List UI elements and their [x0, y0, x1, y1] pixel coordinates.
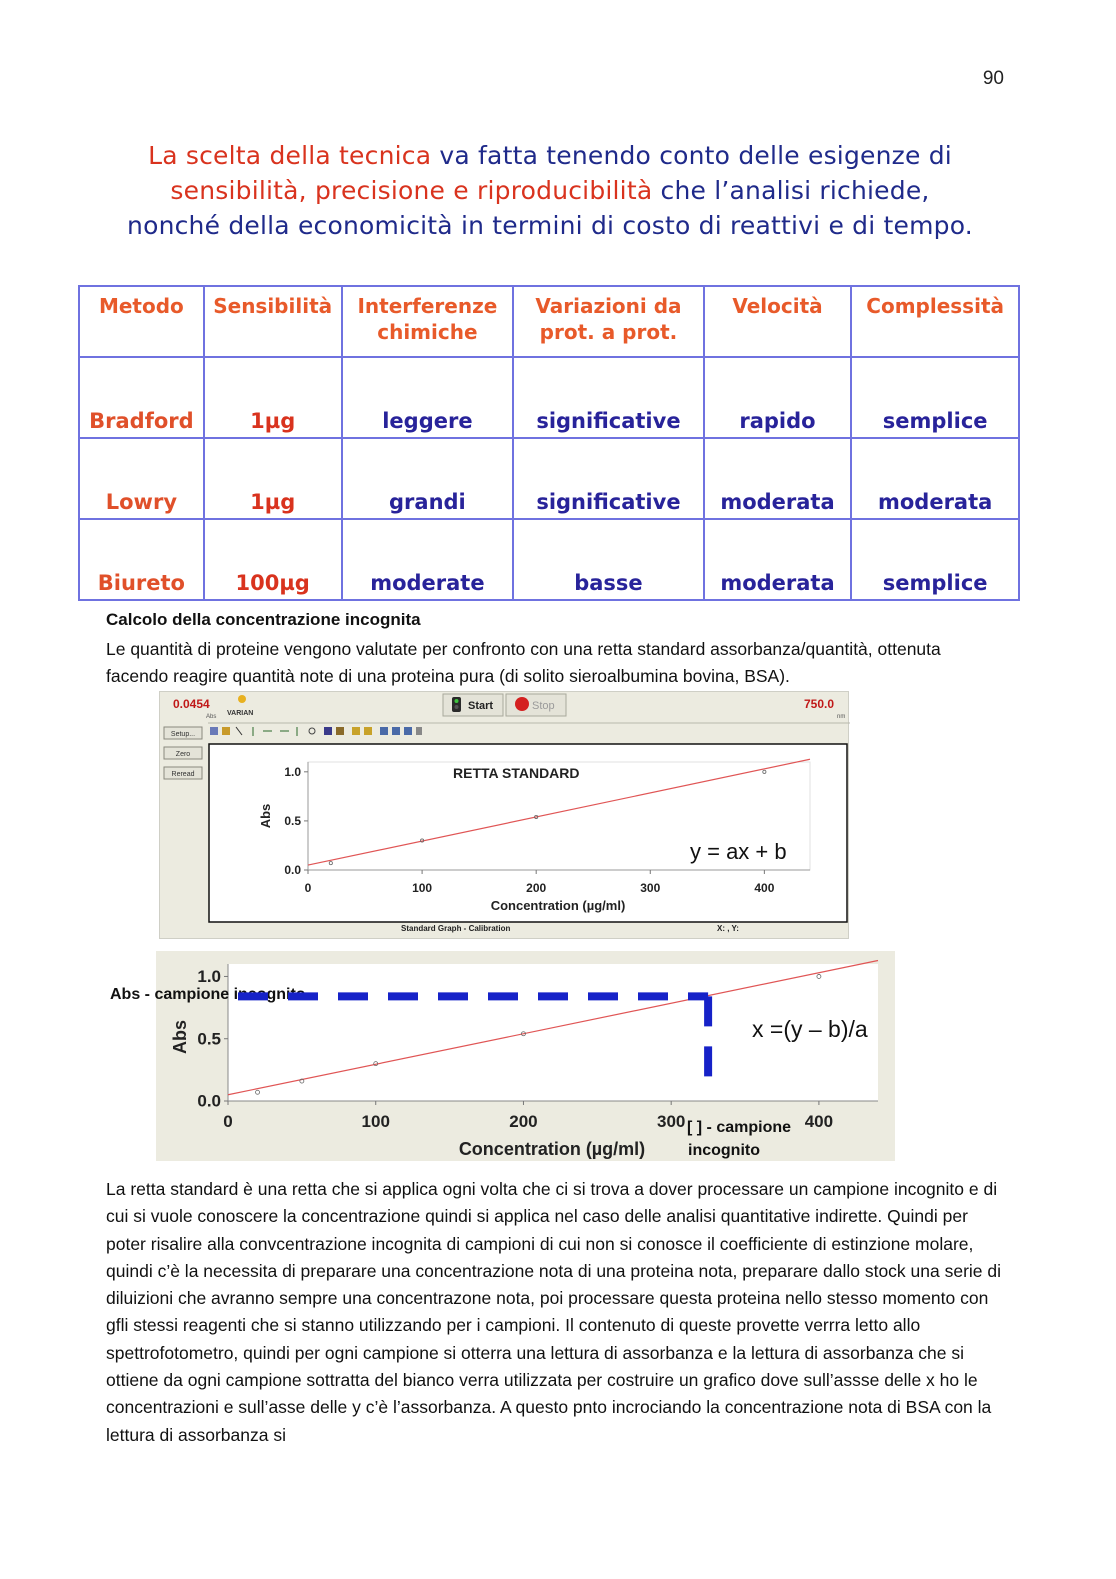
graph-toolbar: [210, 727, 422, 736]
tool-icon[interactable]: [324, 727, 332, 735]
table-row: [79, 519, 1019, 600]
paragraph-1: Le quantità di proteine vengono valutate per confronto con una retta standard assorbanza/quantità, ottenuta facendo reagire quantità note di una proteina pura (di solito sieroalbumina bovina, BSA).: [106, 639, 941, 686]
table-row: [79, 438, 1019, 519]
table-cell: moderata: [704, 438, 852, 519]
zoom-icon[interactable]: [309, 728, 315, 734]
table-cell: basse: [513, 519, 703, 600]
table-cell: 1µg: [204, 357, 342, 438]
table-cell-method: Biureto: [79, 519, 204, 600]
table-cell: semplice: [851, 357, 1019, 438]
abs-reading: 0.0454: [173, 697, 210, 711]
intro-line-1: [110, 138, 990, 173]
status-left: Standard Graph - Calibration: [401, 924, 511, 933]
tool-icon[interactable]: [404, 727, 412, 735]
x-tick-label: 0: [223, 1112, 233, 1131]
table-cell: significative: [513, 438, 703, 519]
x-axis-label: Concentration (µg/ml): [490, 898, 626, 913]
screenshot-svg: [160, 692, 850, 940]
y-tick-label: 0.5: [197, 1029, 221, 1049]
x-tick-label: 400: [754, 881, 775, 895]
header-method: Metodo: [79, 286, 204, 357]
header-speed: Velocità: [704, 286, 852, 357]
tool-icon[interactable]: [416, 727, 422, 735]
unknown-chart-svg: [110, 951, 895, 1161]
table-cell-method: Lowry: [79, 438, 204, 519]
x-tick-label: 400: [804, 1112, 834, 1131]
x-tick-label: 300: [656, 1112, 686, 1131]
setup-label: Setup...: [170, 731, 196, 738]
table-cell: moderata: [704, 519, 852, 600]
intro-line-2-accent: sensibilità, precisione e riproducibilità: [170, 176, 653, 205]
reread-label: Reread: [171, 771, 195, 778]
table-row: [79, 357, 1019, 438]
wavelength-reading: 750.0: [804, 697, 835, 711]
x-tick-label: 0: [304, 881, 312, 895]
conc-unknown-label-2: incognito: [688, 1142, 760, 1159]
y-axis-label: Abs: [170, 1019, 190, 1055]
y-tick-label: 0.5: [284, 813, 301, 828]
section-title: Calcolo della concentrazione incognita: [106, 610, 421, 629]
setup-button[interactable]: [164, 727, 202, 739]
paragraph-2: La retta standard è una retta che si applica ogni volta che ci si trova a dover processare un campione incognito e di cui si vuole conoscere la concentrazione quindi si applica nel caso delle analisi quantitative indirette. Quindi per poter risalire alla convcentrazione incognita di campioni di cui non si conosce il coefficiente di estinzione molare, quindi c’è la necessita di preparare una concentrazione nota di una proteina nota, preparare dallo stock una serie di diluizioni che avranno sempre una concentrazone nota, poi processare questa proteina nello stesso momento con gfli stessi reagenti che si stanno utilizzando per i campioni. Il contenuto di queste provette verrra letto allo spettrofotometro, quindi per ogni campione si otterra una lettura di assorbanza e la lettura di assorbanza che si ottiene da ogni campione sottratta del bianco verra utilizzata per costruire un grafico dove sull’assse delle x ho le concentrazioni e sull’asse delle y c’è l’assorbanza. A questo pnto incrociando la concentrazione nota di BSA con la lettura di assorbanza si: [106, 1179, 1002, 1445]
page-number: 90: [982, 68, 1004, 89]
tool-icon[interactable]: [364, 727, 372, 735]
intro-text: [110, 138, 990, 243]
table-cell: 1µg: [204, 438, 342, 519]
equation-label: y = ax + b: [690, 839, 787, 864]
table-cell: moderate: [342, 519, 514, 600]
x-tick-label: 200: [526, 881, 547, 895]
wavelength-unit: nm: [837, 714, 846, 720]
x-tick-label: 100: [412, 881, 433, 895]
stop-label: Stop: [532, 700, 555, 712]
zero-button[interactable]: [164, 747, 202, 759]
tool-icon[interactable]: [392, 727, 400, 735]
table-cell: leggere: [342, 357, 514, 438]
chart-title: RETTA STANDARD: [453, 765, 580, 781]
intro-line-2: [110, 173, 990, 208]
intro-line-2-rest: che l’analisi richiede,: [652, 176, 930, 205]
header-sensitivity: Sensibilità: [204, 286, 342, 357]
tool-icon[interactable]: [210, 727, 218, 735]
inverse-equation-label: x =(y – b)/a: [752, 1016, 868, 1042]
abs-unit: Abs: [206, 714, 217, 720]
reread-button[interactable]: [164, 767, 202, 779]
unknown-sample-chart-screenshot: [110, 951, 895, 1161]
table-header-row: [79, 286, 1019, 357]
x-tick-label: 300: [640, 881, 661, 895]
tool-icon[interactable]: [380, 727, 388, 735]
start-button[interactable]: [443, 694, 503, 716]
table-cell: semplice: [851, 519, 1019, 600]
y-tick-label: 1.0: [284, 764, 301, 779]
status-right: X: , Y:: [717, 924, 739, 933]
table-cell: rapido: [704, 357, 852, 438]
intro-line-1-accent: La scelta della tecnica: [148, 141, 432, 170]
y-axis-label: Abs: [258, 803, 273, 829]
y-tick-label: 0.0: [284, 863, 301, 877]
stop-icon: [515, 697, 529, 711]
methods-table: [78, 285, 1020, 601]
zero-label: Zero: [175, 751, 191, 758]
stop-button[interactable]: [506, 694, 566, 716]
x-tick-label: 200: [509, 1112, 538, 1131]
y-tick-label: 1.0: [197, 967, 221, 987]
varian-logo-icon: [238, 695, 246, 703]
brand-label: VARIAN: [227, 710, 254, 717]
x-tick-label: 100: [361, 1112, 390, 1131]
y-tick-label: 0.0: [197, 1091, 221, 1111]
abs-unknown-label: Abs - campione incognito: [110, 986, 306, 1003]
conc-unknown-label-1: [ ] - campione: [687, 1119, 792, 1136]
tool-icon[interactable]: [352, 727, 360, 735]
tool-icon[interactable]: [222, 727, 230, 735]
header-interference: Interferenze chimiche: [342, 286, 514, 357]
table-cell: 100µg: [204, 519, 342, 600]
intro-line-3: nonché della economicità in termini di costo di reattivi e di tempo.: [127, 211, 973, 240]
tool-icon[interactable]: [336, 727, 344, 735]
table-cell: significative: [513, 357, 703, 438]
table-cell-method: Bradford: [79, 357, 204, 438]
table-cell: grandi: [342, 438, 514, 519]
header-complexity: Complessità: [851, 286, 1019, 357]
table-cell: moderata: [851, 438, 1019, 519]
intro-line-1-rest: va fatta tenendo conto delle esigenze di: [431, 141, 952, 170]
x-axis-label: Concentration (µg/ml): [458, 1139, 646, 1159]
header-variation: Variazioni da prot. a prot.: [513, 286, 703, 357]
start-label: Start: [468, 700, 494, 712]
spectrophotometer-screenshot: [159, 691, 849, 939]
tool-icon[interactable]: [236, 727, 242, 735]
